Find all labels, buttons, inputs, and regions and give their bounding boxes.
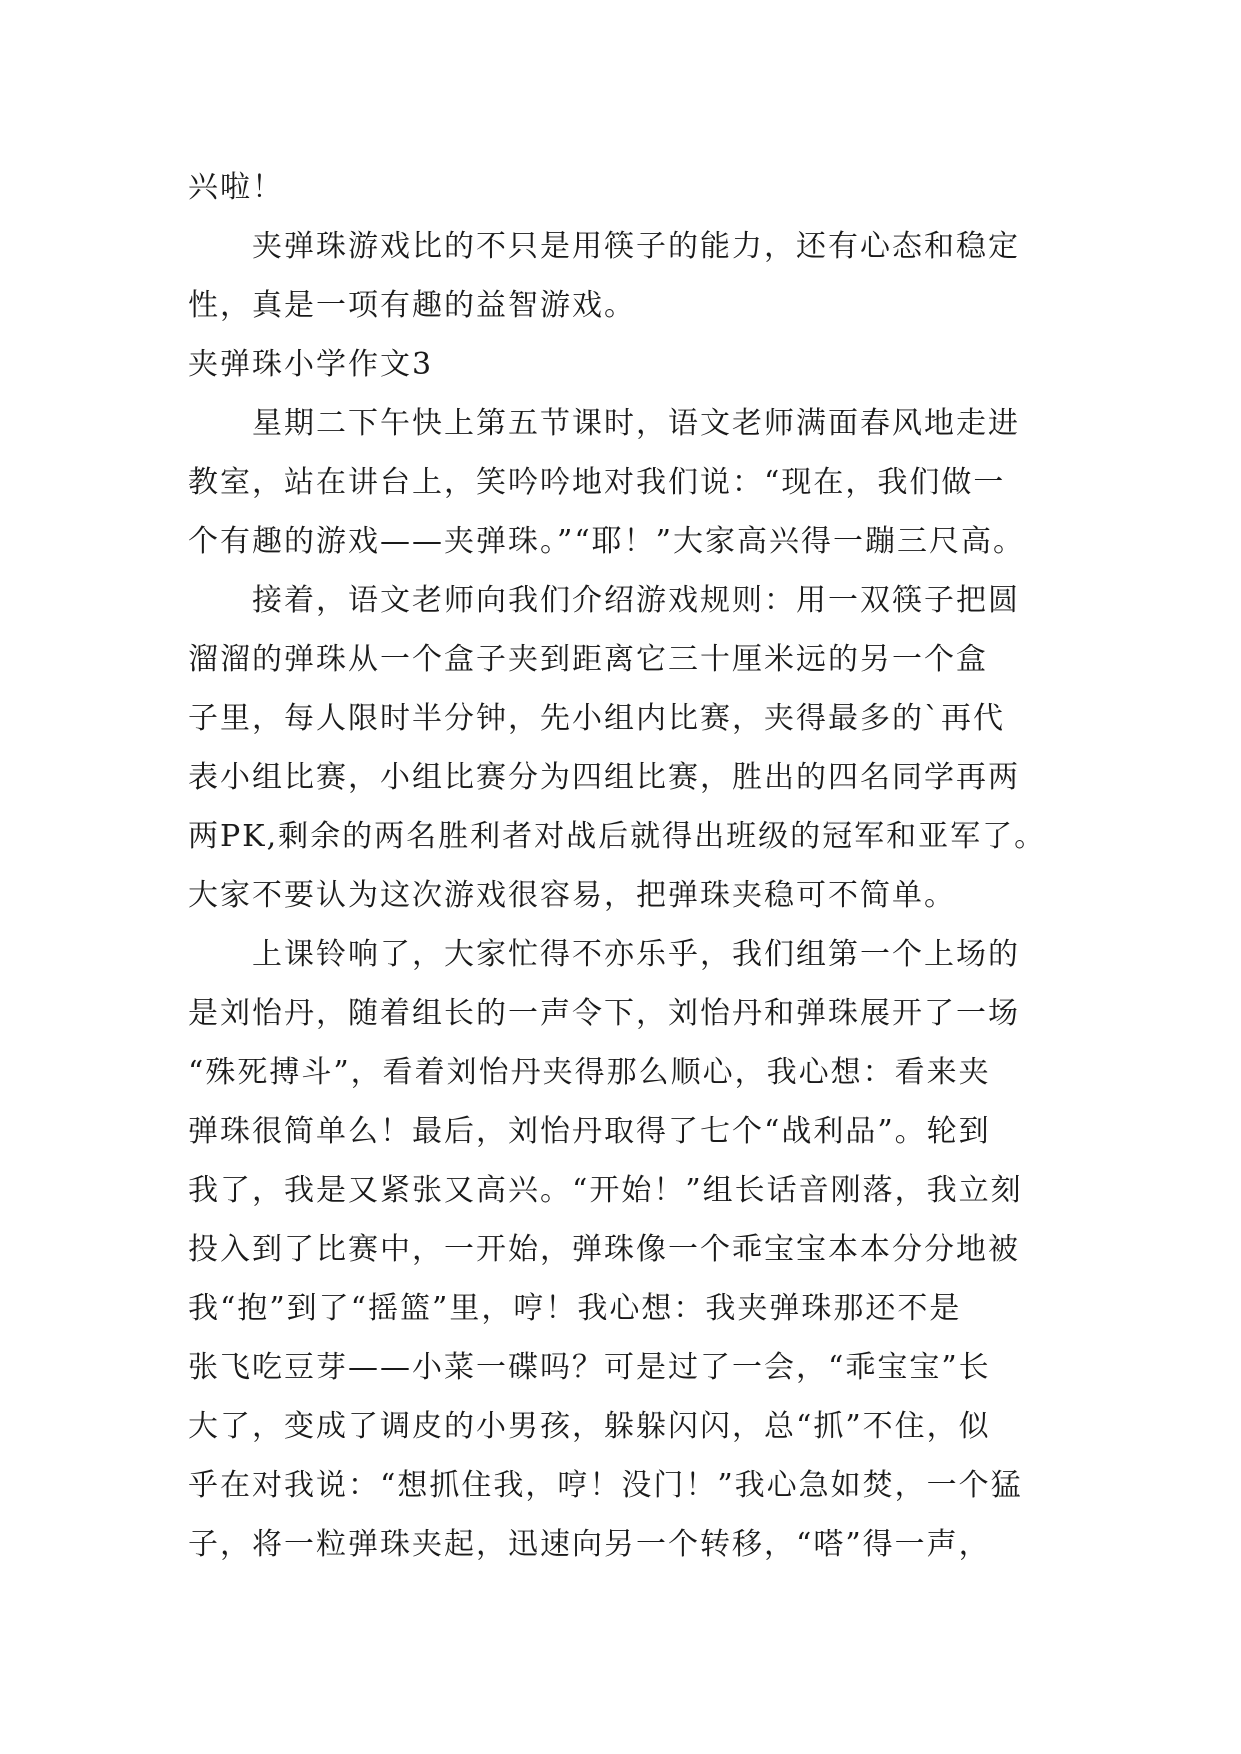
text-line: 我了，我是又紧张又高兴。“开始！”组长话音刚落，我立刻 [188, 1173, 1023, 1208]
text-line: 弹珠很简单么！最后，刘怡丹取得了七个“战利品”。轮到 [188, 1114, 991, 1149]
text-line: 大了，变成了调皮的小男孩，躲躲闪闪，总“抓”不住，似 [188, 1409, 991, 1444]
section-heading: 夹弹珠小学作文3 [188, 347, 434, 382]
text-line: “殊死搏斗”，看着刘怡丹夹得那么顺心，我心想：看来夹 [188, 1055, 991, 1090]
text-line: 表小组比赛，小组比赛分为四组比赛，胜出的四名同学再两 [188, 760, 1020, 795]
text-line: 溜溜的弹珠从一个盒子夹到距离它三十厘米远的另一个盒 [188, 642, 988, 677]
text-line: 我“抱”到了“摇篮”里，哼！我心想：我夹弹珠那还不是 [188, 1291, 962, 1326]
document-body [188, 158, 1068, 1574]
text-line: 个有趣的游戏——夹弹珠。”“耶！”大家高兴得一蹦三尺高。 [188, 524, 1026, 559]
text-line: 子里，每人限时半分钟，先小组内比赛，夹得最多的`再代 [188, 701, 1005, 736]
text-line: 乎在对我说：“想抓住我，哼！没门！”我心急如焚，一个猛 [188, 1468, 1023, 1503]
text-line: 张飞吃豆芽——小菜一碟吗？可是过了一会，“乖宝宝”长 [188, 1350, 991, 1385]
text-line: 夹弹珠游戏比的不只是用筷子的能力，还有心态和稳定 [252, 229, 1020, 264]
text-line: 性，真是一项有趣的益智游戏。 [188, 288, 636, 323]
text-line: 投入到了比赛中，一开始，弹珠像一个乖宝宝本本分分地被 [188, 1232, 1020, 1267]
text-line: 接着，语文老师向我们介绍游戏规则：用一双筷子把圆 [252, 583, 1020, 618]
text-line: 星期二下午快上第五节课时，语文老师满面春风地走进 [252, 406, 1020, 441]
text-line: 是刘怡丹，随着组长的一声令下，刘怡丹和弹珠展开了一场 [188, 996, 1020, 1031]
text-line: 两PK,剩余的两名胜利者对战后就得出班级的冠军和亚军了。 [188, 819, 1047, 854]
text-line: 教室，站在讲台上，笑吟吟地对我们说：“现在，我们做一 [188, 465, 1006, 500]
text-line: 兴啦！ [188, 170, 284, 205]
text-line: 子，将一粒弹珠夹起，迅速向另一个转移，“嗒”得一声， [188, 1527, 991, 1562]
text-line: 大家不要认为这次游戏很容易，把弹珠夹稳可不简单。 [188, 878, 956, 913]
text-line: 上课铃响了，大家忙得不亦乐乎，我们组第一个上场的 [252, 937, 1020, 972]
